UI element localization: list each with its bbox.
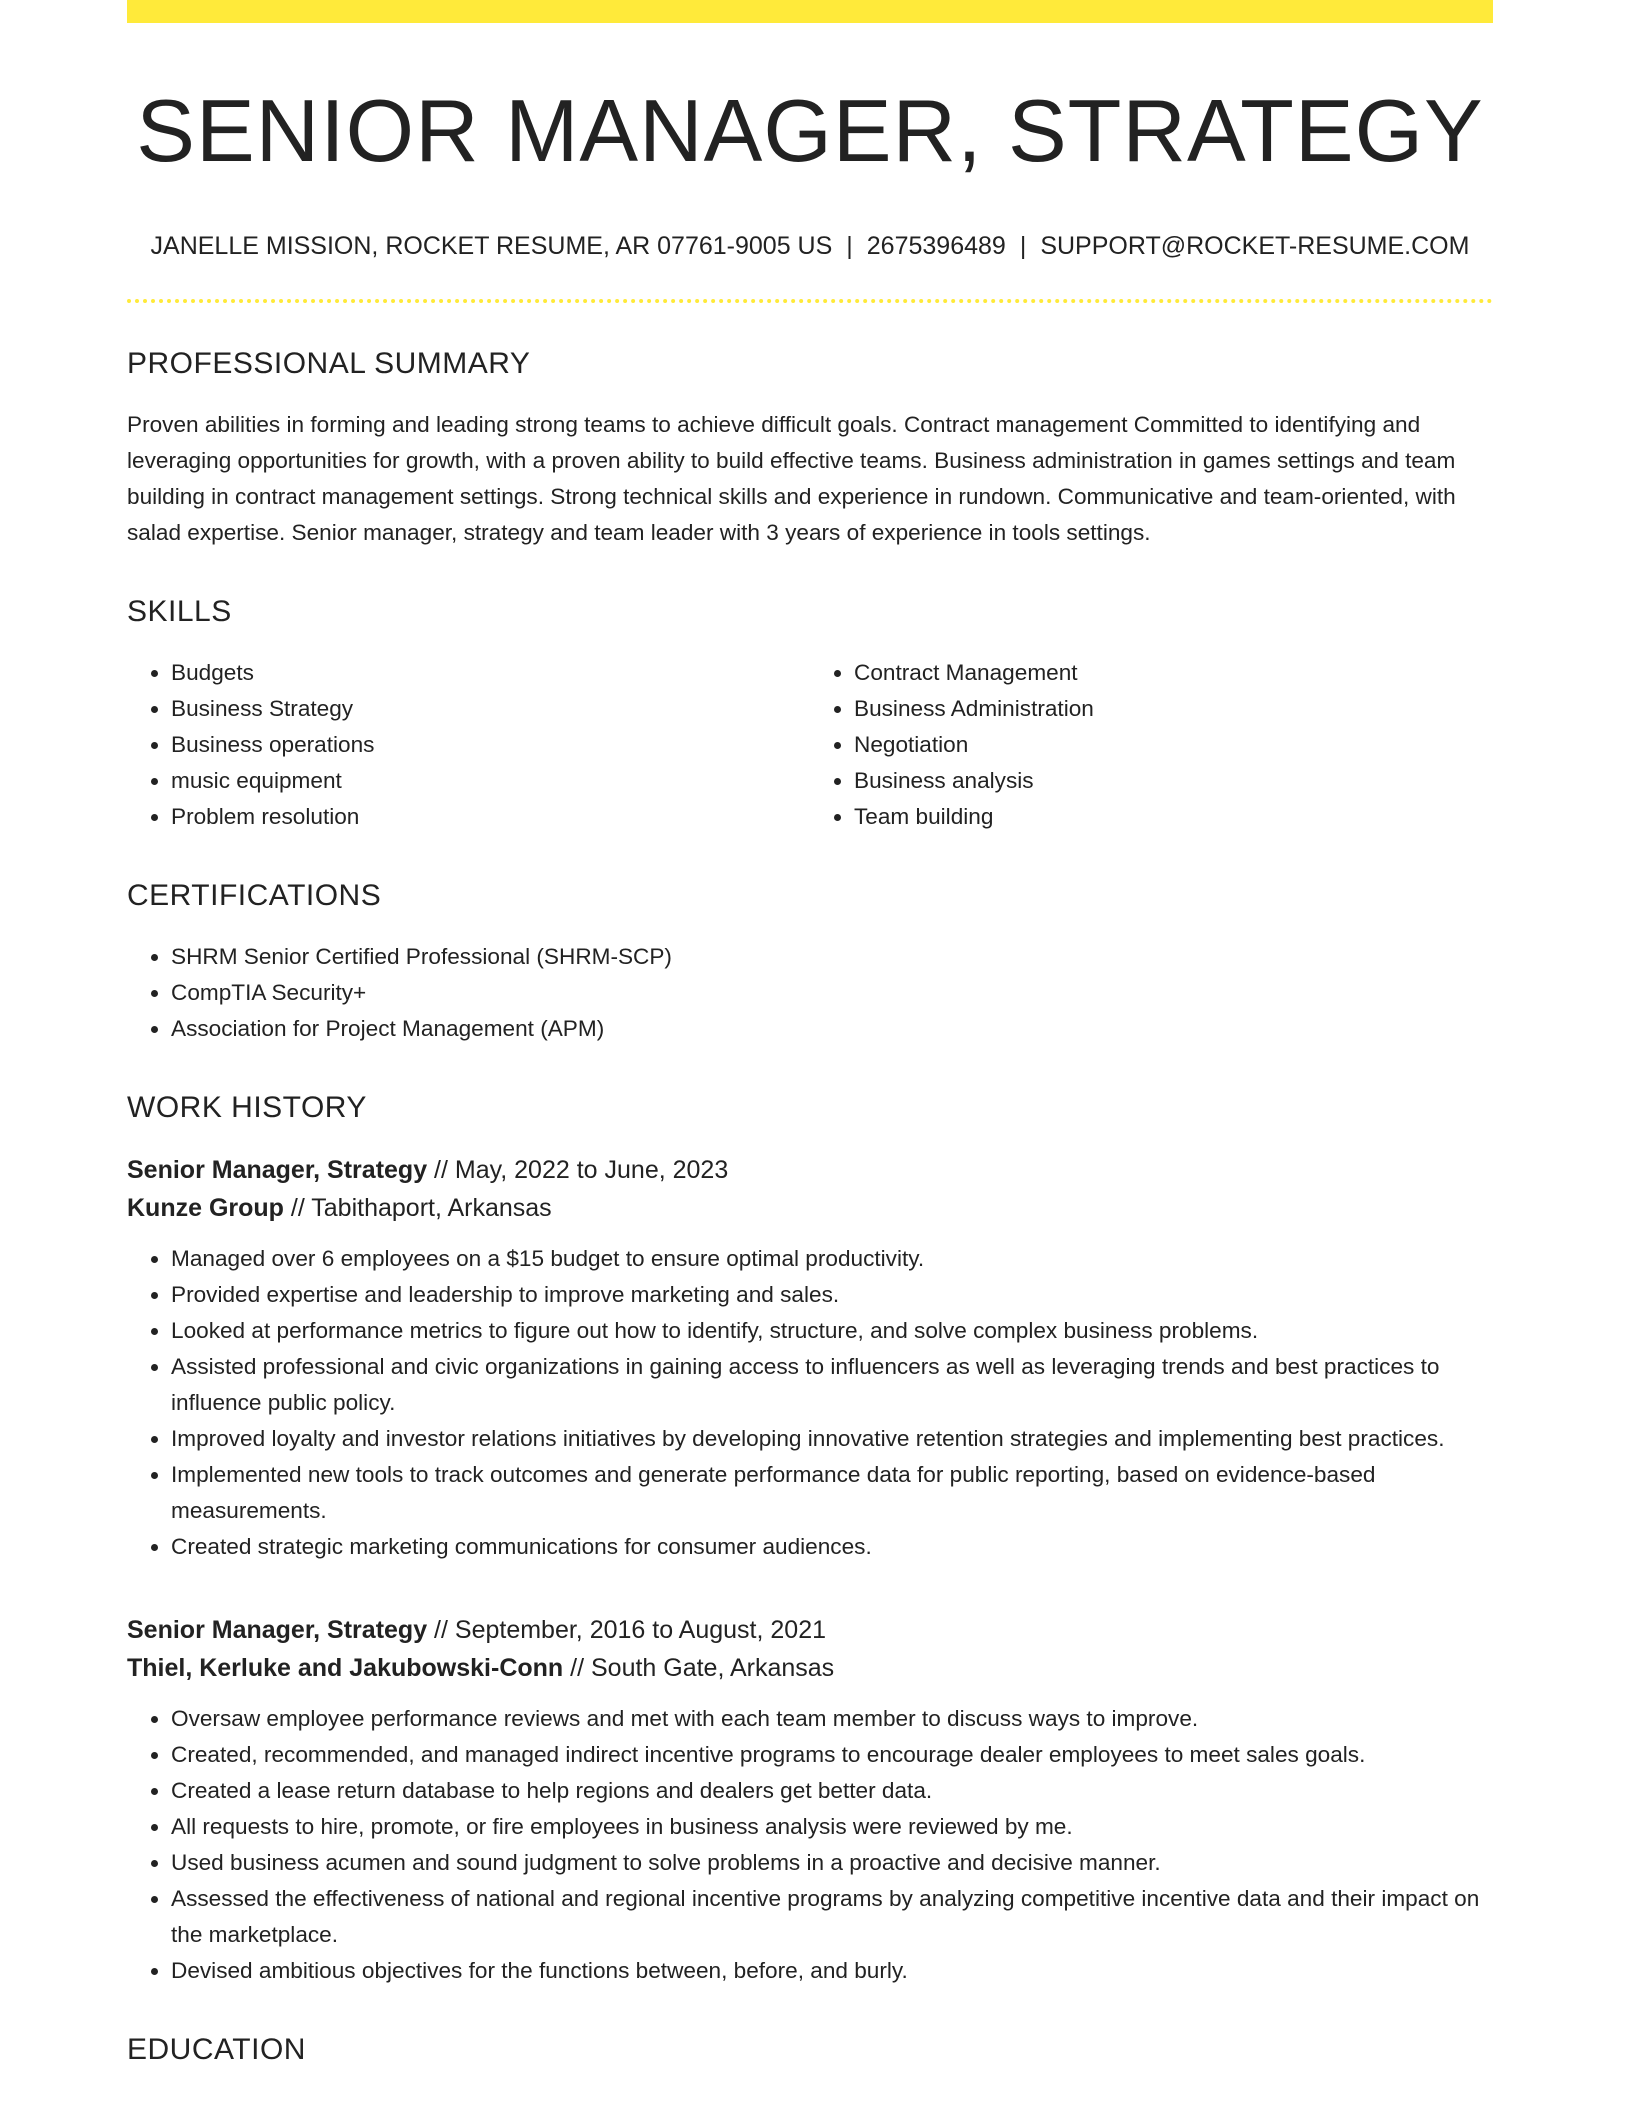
skill-item: • music equipment (171, 763, 810, 799)
skills-heading: SKILLS (127, 594, 232, 628)
skill-item: • Team building (854, 799, 1493, 835)
contact-address: JANELLE MISSION, ROCKET RESUME, AR 07761-9005 US (150, 231, 833, 260)
job-location: // South Gate, Arkansas (563, 1653, 835, 1682)
job-entry (127, 1611, 1493, 1989)
job-company-line (127, 1189, 1493, 1227)
job-bullet: • Used business acumen and sound judgment to solve problems in a proactive and decisive manner. (171, 1845, 1493, 1881)
job-dates: // September, 2016 to August, 2021 (427, 1615, 827, 1644)
job-company: Kunze Group (127, 1193, 284, 1222)
skill-item: • Budgets (171, 655, 810, 691)
job-location: // Tabithaport, Arkansas (283, 1193, 552, 1222)
job-bullet: • Looked at performance metrics to figure out how to identify, structure, and solve complex business problems. (171, 1313, 1493, 1349)
job-company: Thiel, Kerluke and Jakubowski-Conn (127, 1653, 564, 1682)
skill-item: • Negotiation (854, 727, 1493, 763)
job-title: Senior Manager, Strategy (127, 1615, 428, 1644)
job-entry (127, 1151, 1493, 1565)
skill-item: • Contract Management (854, 655, 1493, 691)
summary-text: Proven abilities in forming and leading strong teams to achieve difficult goals. Contract management Committed to identifying and leveraging opportunities for growth, with a proven ability to build effective teams. Business administration in games settings and team building in contract management settings. Strong technical skills and experience in rundown. Communicative and team-oriented, with salad expertise. Senior manager, strategy and team leader with 3 years of experience in tools settings. (127, 411, 1456, 545)
accent-top-bar (127, 0, 1493, 23)
certification-item: • SHRM Senior Certified Professional (SHRM-SCP) (171, 939, 1493, 975)
skills-list (127, 655, 1493, 835)
dotted-divider (127, 299, 1493, 303)
job-bullet: • Implemented new tools to track outcomes and generate performance data for public reporting, based on evidence-based measurements. (171, 1457, 1493, 1529)
job-bullet: • Devised ambitious objectives for the functions between, before, and burly. (171, 1953, 1493, 1989)
work-history-heading: WORK HISTORY (127, 1090, 367, 1124)
contact-separator: | (1019, 231, 1027, 260)
job-company-line (127, 1649, 1493, 1687)
job-title: Senior Manager, Strategy (127, 1155, 428, 1184)
job-title-line (127, 1611, 1493, 1649)
contact-phone: 2675396489 (866, 231, 1006, 260)
contact-email: SUPPORT@ROCKET-RESUME.COM (1040, 231, 1470, 260)
certification-item: • CompTIA Security+ (171, 975, 1493, 1011)
job-bullet: • Improved loyalty and investor relations initiatives by developing innovative retention strategies and implementing best practices. (171, 1421, 1493, 1457)
contact-line (127, 232, 1493, 261)
skills-column-left (127, 655, 810, 835)
job-bullet: • Assisted professional and civic organizations in gaining access to influencers as well as leveraging trends and best practices to influence public policy. (171, 1349, 1493, 1421)
job-title-line (127, 1151, 1493, 1189)
job-bullet: • Managed over 6 employees on a $15 budget to ensure optimal productivity. (171, 1241, 1493, 1277)
skills-column-right (810, 655, 1493, 835)
job-dates: // May, 2022 to June, 2023 (427, 1155, 729, 1184)
job-bullets (127, 1241, 1493, 1565)
education-heading: EDUCATION (127, 2032, 306, 2066)
contact-separator: | (846, 231, 853, 260)
certifications-list (127, 939, 1493, 1047)
job-bullet: • Provided expertise and leadership to improve marketing and sales. (171, 1277, 1493, 1313)
certifications-heading: CERTIFICATIONS (127, 878, 382, 912)
skill-item: • Problem resolution (171, 799, 810, 835)
skill-item: • Business analysis (854, 763, 1493, 799)
job-bullet: • Created a lease return database to help regions and dealers get better data. (171, 1773, 1493, 1809)
job-bullet: • Created, recommended, and managed indirect incentive programs to encourage dealer employees to meet sales goals. (171, 1737, 1493, 1773)
skill-item: • Business operations (171, 727, 810, 763)
resume-page (127, 0, 1493, 2067)
job-bullet: • All requests to hire, promote, or fire employees in business analysis were reviewed by me. (171, 1809, 1493, 1845)
job-bullet: • Created strategic marketing communications for consumer audiences. (171, 1529, 1493, 1565)
skill-item: • Business Strategy (171, 691, 810, 727)
skill-item: • Business Administration (854, 691, 1493, 727)
job-bullet: • Assessed the effectiveness of national and regional incentive programs by analyzing competitive incentive data and their impact on the marketplace. (171, 1881, 1493, 1953)
job-bullet: • Oversaw employee performance reviews and met with each team member to discuss ways to improve. (171, 1701, 1493, 1737)
certification-item: • Association for Project Management (APM) (171, 1011, 1493, 1047)
summary-heading: PROFESSIONAL SUMMARY (127, 346, 531, 380)
page-title: SENIOR MANAGER, STRATEGY (136, 81, 1484, 180)
job-bullets (127, 1701, 1493, 1989)
